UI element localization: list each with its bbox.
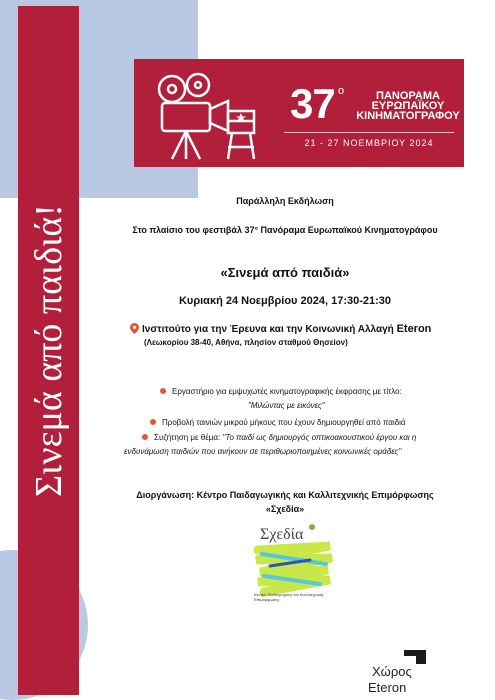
event-datetime: Κυριακή 24 Νοεμβρίου 2024, 17:30-21:30 (178, 295, 392, 307)
event-context: Στο πλαίσιο του φεστιβάλ 37° Πανόραμα Ευρωπαϊκού Κινηματογράφου (132, 225, 438, 235)
event-title: «Σινεμά από παιδιά» (220, 265, 350, 280)
program-item-1-title: "Μιλώντας με εικόνες" (248, 401, 325, 410)
program-item-3: Συζήτηση με θέμα: "Το παιδί ως δημιουργός οπτικοακουστικού έργου και η (142, 433, 416, 442)
footer-line-2: Eteron (368, 680, 407, 695)
program-item-2: Προβολή ταινιών μικρού μήκους που έχουν δημιουργηθεί από παιδιά (150, 418, 406, 427)
film-camera-icon (142, 67, 262, 162)
program-item-1: Εργαστήριο για εμψυχωτές κινηματογραφικής έκφρασης με τίτλο: (160, 387, 402, 396)
festival-number: 37 (290, 80, 335, 127)
organizer-name: «Σχεδία» (265, 504, 305, 514)
location-brand: Eteron (396, 323, 432, 335)
location-address: (Λεωκορίου 38-40, Αθήνα, πλησίον σταθμού Θησείον) (144, 338, 348, 347)
organizer-label: Διοργάνωση: Κέντρο Παιδαγωγικής και Καλλιτεχνικής Επιμόρφωσης (136, 490, 434, 500)
bullet-icon (142, 434, 148, 440)
bullet-icon (150, 419, 156, 425)
schedia-logo-subtitle: Κέντρο Παιδαγωγικής και Καλλιτεχνικής Επιμόρφωσης (254, 592, 325, 602)
eteron-logo-mark-icon (404, 650, 426, 664)
event-location (130, 323, 480, 347)
location-name: Ινστιτούτο για την Έρευνα και την Κοινωνική Αλλαγή (142, 324, 394, 335)
festival-dates: 21 - 27 ΝΟΕΜΒΡΙΟΥ 2024 (304, 138, 434, 148)
sidebar-title: Σινεμά από παιδιά! (27, 204, 70, 497)
schedia-logo-name: Σχεδία (260, 526, 304, 543)
footer-logo (366, 648, 466, 698)
organizer (90, 488, 480, 516)
festival-banner (134, 59, 464, 167)
festival-number-superscript: ο (338, 85, 345, 97)
map-pin-icon (130, 323, 139, 334)
footer-line-1: Χώρος (372, 664, 412, 679)
schedia-logo (250, 520, 340, 620)
sidebar-banner (18, 6, 79, 695)
bullet-icon (160, 388, 166, 394)
banner-divider (284, 132, 454, 133)
festival-name: ΠΑΝΟΡΑΜΑ ΕΥΡΩΠΑΪΚΟΥ ΚΙΝΗΜΑΤΟΓΡΑΦΟΥ (356, 90, 460, 122)
program-item-3-continued: ενδυνάμωση παιδιών που ανήκουν σε περιθωριοποιημένες κοινωνικές ομάδες" (124, 447, 402, 456)
event-type: Παράλληλη Εκδήλωση (236, 196, 334, 206)
